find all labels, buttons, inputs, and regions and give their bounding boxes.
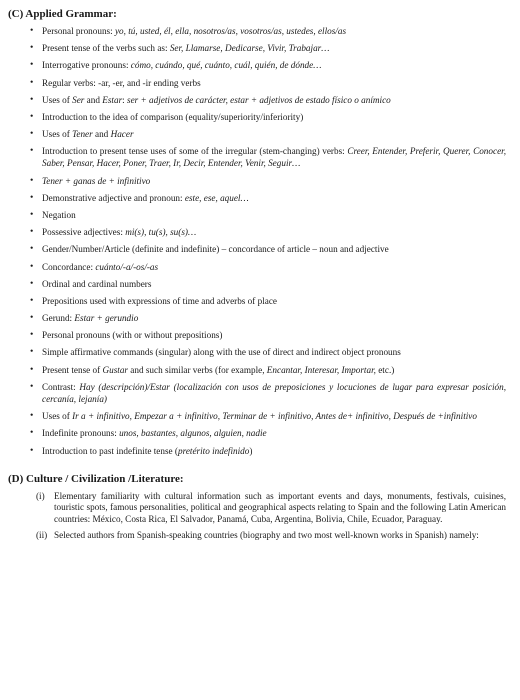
grammar-topic-item [30,381,506,405]
topic-text-run: Indefinite pronouns: [42,428,120,439]
topic-text-run: Uses of [42,411,73,422]
grammar-topic-item [30,94,506,106]
topic-text-run: Uses of [42,129,73,140]
topic-text-run: Regular verbs: -ar, -er, and -ir ending verbs [42,77,201,88]
grammar-topic-item [30,243,506,255]
grammar-topic-item [30,42,506,54]
item-text: Selected authors from Spanish-speaking countries (biography and two most well-known works in Spanish) namely: [54,529,479,540]
topic-text-run: Encantar, Interesar, Importar, [266,364,376,375]
topic-text-run: Possessive adjectives: [42,227,126,238]
grammar-topic-item [30,312,506,324]
topic-text-run: Creer, Entender, Preferir, Querer, Conocer, Saber, Pensar, Hacer, Poner, Traer, Ir, Decir, Entender, Venir, Seguir… [42,146,506,169]
culture-topic-item [36,491,506,526]
grammar-topic-item [30,77,506,89]
topic-text-run: Hay (descripción)/Estar (localización con usos de preposiciones y locuciones de lugar para expresar posición, cercanía, lejanía) [42,381,506,404]
topic-text-run: Personal pronouns: [42,26,115,36]
culture-topic-item [36,530,506,542]
grammar-topic-item [30,59,506,71]
topic-text-run: Hacer [110,129,134,140]
grammar-topic-item [30,128,506,140]
grammar-topic-item [30,175,506,187]
section-c-heading: (C) Applied Grammar: [8,8,117,20]
grammar-topic-item [30,25,506,37]
grammar-topic-item [30,145,506,169]
topic-text-run: Present tense of the verbs such as: [42,43,170,54]
topic-text-run: Uses of [42,94,73,105]
topic-text-run: Tener [72,129,93,140]
grammar-topic-item [30,329,506,341]
topic-text-run: Personal pronouns (with or without prepositions) [42,330,223,341]
topic-text-run: mi(s), tu(s), su(s)… [125,227,197,238]
topic-text-run: Estar [102,94,123,105]
topic-text-run: ser + adjetivos de carácter, estar + adjetivos de estado físico o anímico [127,94,391,105]
topic-text-run: Present tense of [42,364,103,375]
topic-text-run: Introduction to present tense uses of some of the irregular (stem-changing) verbs: [42,146,348,157]
item-number: (ii) [36,529,48,540]
grammar-topic-item [30,261,506,273]
grammar-topic-item [30,346,506,358]
topic-text-run: Ir a + infinitivo, Empezar a + infinitivo, Terminar de + infinitivo, Antes de+ infinitivo, Después de +infinitivo [72,411,477,422]
topic-text-run: etc.) [375,364,395,375]
topic-text-run: Interrogative pronouns: [42,60,131,71]
topic-text-run: and such similar verbs (for example, [128,364,267,375]
topic-text-run: este, ese, aquel… [184,192,249,203]
topic-text-run: Gerund: [42,313,75,324]
topic-text-run: and [92,129,111,140]
topic-text-run: Prepositions used with expressions of time and adverbs of place [42,295,277,306]
culture-topic-list [8,491,506,542]
topic-text-run: Gustar [102,364,128,375]
topic-text-run: Tener + ganas de + infinitivo [42,175,151,186]
topic-text-run: Negation [42,209,76,220]
grammar-topic-item [30,226,506,238]
topic-text-run: cómo, cuándo, qué, cuánto, cuál, quién, de dónde… [130,60,322,71]
grammar-topic-item [30,111,506,123]
topic-text-run: Demonstrative adjective and pronoun: [42,192,185,203]
topic-text-run: and [84,94,103,105]
topic-text-run: ) [249,445,253,456]
grammar-topic-item [30,445,506,457]
topic-text-run: cuánto/-a/-os/-as [95,261,159,272]
topic-text-run: Introduction to the idea of comparison (equality/superiority/inferiority) [42,111,304,122]
section-d-heading: (D) Culture / Civilization /Literature: [8,472,184,485]
topic-text-run: Ordinal and cardinal numbers [42,278,152,289]
topic-text-run: pretérito indefinido [178,445,250,456]
topic-text-run: Estar + gerundio [74,313,139,324]
grammar-topic-item [30,192,506,204]
topic-text-run: Concordance: [42,261,96,272]
topic-text-run: : [122,94,128,105]
grammar-topic-item [30,295,506,307]
topic-text-run: Ser, Llamarse, Dedicarse, Vivir, Trabajar… [169,43,330,54]
item-number: (i) [36,490,45,501]
topic-text-run: Introduction to past indefinite tense ( [42,445,178,456]
item-text: Elementary familiarity with cultural information such as important events and days, monuments, festivals, cuisines, touristic spots, famous personalities, political and geographical aspects relating to Spain and the following Latin American countries: México, Costa Rica, El Salvador, Panamá, Cuba, Argentina, Bolivia, Chile, Ecuador, Paraguay. [54,490,506,525]
grammar-topic-item [30,427,506,439]
grammar-topic-list [8,25,506,457]
topic-text-run: Contrast: [42,381,80,392]
topic-text-run: Ser [72,94,85,105]
grammar-topic-item [30,410,506,422]
grammar-topic-item [30,364,506,376]
topic-text-run: Simple affirmative commands (singular) along with the use of direct and indirect object pronouns [42,347,401,358]
topic-text-run: unos, bastantes, algunos, alguien, nadie [119,428,267,439]
topic-text-run: Gender/Number/Article (definite and indefinite) – concordance of article – noun and adjective [42,244,389,255]
topic-text-run: yo, tú, usted, él, ella, nosotros/as, vosotros/as, ustedes, ellos/as [114,26,347,36]
grammar-topic-item [30,278,506,290]
grammar-topic-item [30,209,506,221]
